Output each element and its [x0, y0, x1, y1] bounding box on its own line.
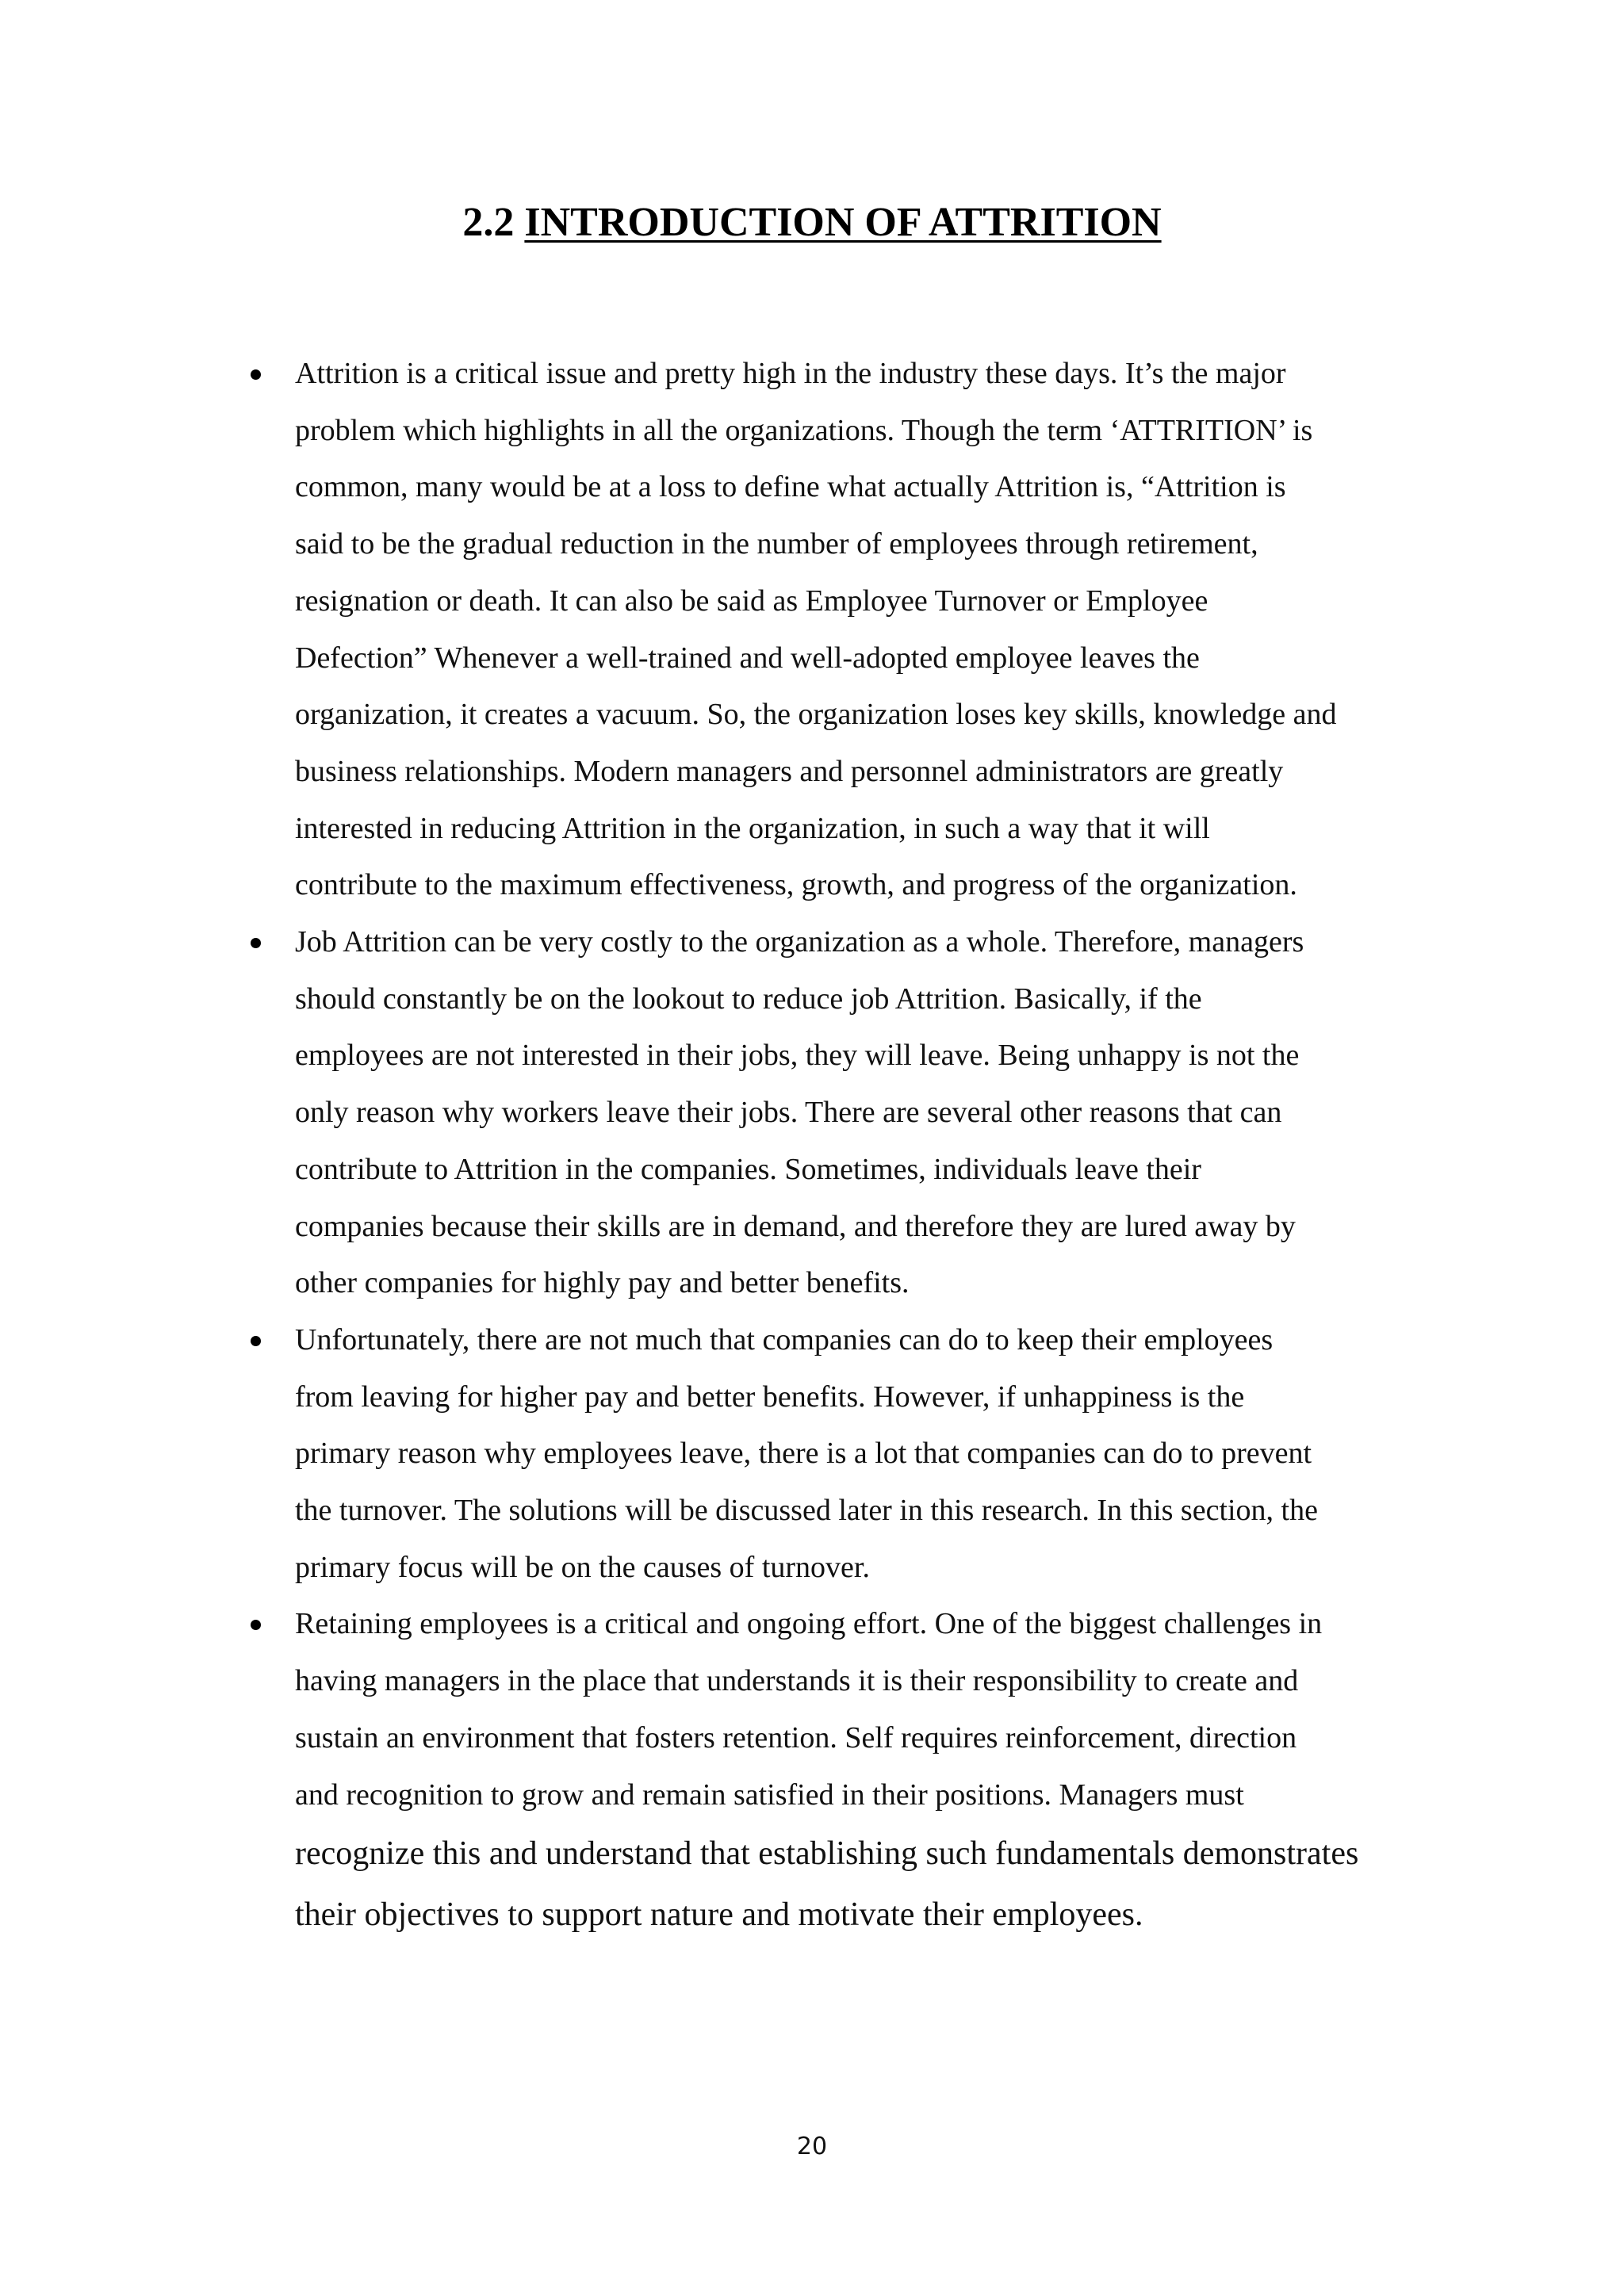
section-heading	[0, 198, 1624, 247]
text-line: from leaving for higher pay and better benefits. However, if unhappiness is the	[295, 1380, 1245, 1414]
text-line: the turnover. The solutions will be discussed later in this research. In this section, the	[295, 1494, 1318, 1528]
bullet-icon	[251, 1620, 261, 1630]
text-line: primary focus will be on the causes of turnover.	[295, 1550, 870, 1584]
text-line: companies because their skills are in demand, and therefore they are lured away by	[295, 1209, 1296, 1243]
text-line: Job Attrition can be very costly to the organization as a whole. Therefore, managers	[295, 925, 1304, 959]
bullet-item	[295, 346, 1445, 914]
bullet-item	[295, 1596, 1445, 1946]
text-line: Retaining employees is a critical and ongoing effort. One of the biggest challenges in	[295, 1607, 1323, 1641]
page-number: 20	[796, 2133, 828, 2160]
bullet-icon	[251, 369, 261, 380]
bullet-icon	[251, 1336, 261, 1346]
text-line: Attrition is a critical issue and pretty high in the industry these days. It’s the major	[295, 357, 1286, 390]
section-number: 2.2	[462, 200, 515, 245]
text-line: and recognition to grow and remain satisfied in their positions. Managers must	[295, 1777, 1244, 1812]
text-line: sustain an environment that fosters retention. Self requires reinforcement, direction	[295, 1720, 1297, 1755]
text-line: problem which highlights in all the organizations. Though the term ‘ATTRITION’ is	[295, 413, 1313, 447]
text-line: business relationships. Modern managers and personnel administrators are greatly	[295, 754, 1284, 788]
section-title: INTRODUCTION OF ATTRITION	[524, 200, 1162, 245]
text-line: organization, it creates a vacuum. So, the organization loses key skills, knowledge and	[295, 698, 1337, 732]
text-line: Unfortunately, there are not much that companies can do to keep their employees	[295, 1322, 1274, 1357]
bullet-item	[295, 914, 1445, 1312]
text-line: their objectives to support nature and motivate their employees.	[295, 1896, 1143, 1934]
bullet-list	[295, 346, 1445, 1946]
text-line: common, many would be at a loss to define what actually Attrition is, “Attrition is	[295, 470, 1286, 504]
text-line: recognize this and understand that establishing such fundamentals demonstrates	[295, 1835, 1359, 1873]
text-line: primary reason why employees leave, there is a lot that companies can do to prevent	[295, 1437, 1312, 1471]
text-line: only reason why workers leave their jobs. There are several other reasons that can	[295, 1096, 1282, 1130]
text-line: having managers in the place that understands it is their responsibility to create and	[295, 1664, 1299, 1698]
text-line: employees are not interested in their jobs, they will leave. Being unhappy is not the	[295, 1039, 1300, 1073]
text-line: should constantly be on the lookout to reduce job Attrition. Basically, if the	[295, 982, 1202, 1016]
text-line: resignation or death. It can also be said as Employee Turnover or Employee	[295, 584, 1208, 618]
bullet-item	[295, 1312, 1445, 1597]
text-line: other companies for highly pay and better benefits.	[295, 1266, 910, 1300]
text-line: contribute to Attrition in the companies. Sometimes, individuals leave their	[295, 1152, 1201, 1186]
text-line: Defection” Whenever a well-trained and well-adopted employee leaves the	[295, 641, 1200, 675]
text-line: interested in reducing Attrition in the organization, in such a way that it will	[295, 811, 1210, 845]
text-line: contribute to the maximum effectiveness, growth, and progress of the organization.	[295, 868, 1297, 902]
bullet-icon	[251, 938, 261, 948]
text-line: said to be the gradual reduction in the number of employees through retirement,	[295, 527, 1258, 561]
